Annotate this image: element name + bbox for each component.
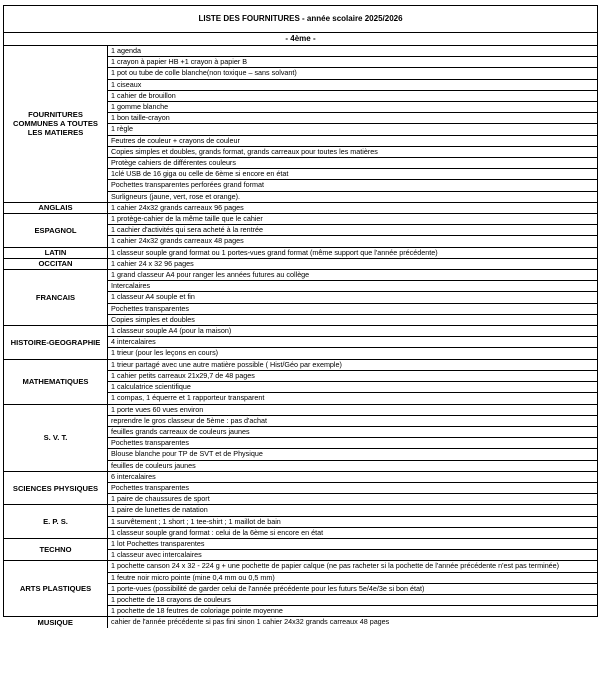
supply-item: 1 porte vues 60 vues environ <box>108 404 598 415</box>
supply-item: 4 intercalaires <box>108 337 598 348</box>
supply-item: 1 pot ou tube de colle blanche(non toxique – sans solvant) <box>108 68 598 79</box>
supply-item: 1 paire de chaussures de sport <box>108 494 598 505</box>
section-row-techno <box>4 538 598 549</box>
section-row-fournitures-communes-a-toutes-les-matieres <box>4 46 598 57</box>
section-row-occitan <box>4 258 598 269</box>
category-label: LATIN <box>4 247 108 258</box>
section-row-mathematiques <box>4 359 598 370</box>
supply-item: 1 crayon à papier HB +1 crayon à papier B <box>108 57 598 68</box>
supply-item: 1 classeur avec intercalaires <box>108 550 598 561</box>
category-label: FOURNITURES COMMUNES A TOUTES LES MATIERES <box>4 46 108 203</box>
category-label: ARTS PLASTIQUES <box>4 561 108 617</box>
supply-item: 1 ciseaux <box>108 79 598 90</box>
supply-item: 1 lot Pochettes transparentes <box>108 538 598 549</box>
section-row-sciences-physiques <box>4 471 598 482</box>
category-label: S. V. T. <box>4 404 108 471</box>
supply-item: 1 compas, 1 équerre et 1 rapporteur transparent <box>108 393 598 404</box>
supply-item: 1 trieur partagé avec une autre matière possible ( Hist/Géo par exemple) <box>108 359 598 370</box>
supply-item: 6 intercalaires <box>108 471 598 482</box>
supply-item: feuilles de couleurs jaunes <box>108 460 598 471</box>
supply-item: 1 classeur A4 souple et fin <box>108 292 598 303</box>
category-label: E. P. S. <box>4 505 108 539</box>
supply-item: feuilles grands carreaux de couleurs jaunes <box>108 426 598 437</box>
supply-item: Pochettes transparentes <box>108 303 598 314</box>
supply-item: 1 porte-vues (possibilité de garder celui de l'année précédente pour les futurs 5e/4e/3e si bon état) <box>108 583 598 594</box>
supply-item: Copies simples et doubles, grands format, grands carreaux pour toutes les matières <box>108 146 598 157</box>
supply-item: 1 pochette canson 24 x 32 - 224 g + une pochette de papier calque (ne pas racheter si la pochette de l'année précédente n'est pas terminée) <box>108 561 598 572</box>
title-row <box>4 6 598 33</box>
level-heading: - 4ème - <box>4 33 598 46</box>
supply-item: 1 cahier 24x32 grands carreaux 48 pages <box>108 236 598 247</box>
supply-item: 1 pochette de 18 crayons de couleurs <box>108 594 598 605</box>
section-row-latin <box>4 247 598 258</box>
supply-item: 1 cahier petits carreaux 21x29,7 de 48 pages <box>108 370 598 381</box>
category-label: ESPAGNOL <box>4 214 108 248</box>
supply-item: Pochettes transparentes perforées grand format <box>108 180 598 191</box>
supply-list-sheet <box>3 5 597 628</box>
supply-item: Blouse blanche pour TP de SVT et de Physique <box>108 449 598 460</box>
supply-item: Intercalaires <box>108 281 598 292</box>
section-row-espagnol <box>4 214 598 225</box>
supply-item: 1 feutre noir micro pointe (mine 0,4 mm ou 0,5 mm) <box>108 572 598 583</box>
section-row-francais <box>4 270 598 281</box>
supply-item: 1 classeur souple grand format ou 1 portes-vues grand format (même support que l'année précédente) <box>108 247 598 258</box>
section-row-s-v-t <box>4 404 598 415</box>
supply-item: 1 bon taille-crayon <box>108 113 598 124</box>
supply-item: cahier de l'année précédente si pas fini sinon 1 cahier 24x32 grands carreaux 48 pages <box>108 617 598 628</box>
supply-item: 1 règle <box>108 124 598 135</box>
category-label: OCCITAN <box>4 258 108 269</box>
category-label: MATHEMATIQUES <box>4 359 108 404</box>
category-label: SCIENCES PHYSIQUES <box>4 471 108 505</box>
supply-item: Pochettes transparentes <box>108 438 598 449</box>
supply-item: 1 survêtement ; 1 short ; 1 tee-shirt ; 1 maillot de bain <box>108 516 598 527</box>
supply-item: 1 grand classeur A4 pour ranger les années futures au collège <box>108 270 598 281</box>
category-label: HISTOIRE-GEOGRAPHIE <box>4 326 108 360</box>
category-label: TECHNO <box>4 538 108 560</box>
supply-item: 1 cahier de brouillon <box>108 90 598 101</box>
supply-item: 1 classeur souple A4 (pour la maison) <box>108 326 598 337</box>
section-row-musique <box>4 617 598 628</box>
supply-table <box>3 5 598 628</box>
supply-item: 1 calculatrice scientifique <box>108 382 598 393</box>
supply-item: 1 classeur souple grand format : celui de la 6ème si encore en état <box>108 527 598 538</box>
supply-item: 1 agenda <box>108 46 598 57</box>
supply-item: reprendre le gros classeur de 5ème : pas d'achat <box>108 415 598 426</box>
supply-item: 1 cahier 24 x 32 96 pages <box>108 258 598 269</box>
category-label: FRANCAIS <box>4 270 108 326</box>
supply-item: 1 cahier 24x32 grands carreaux 96 pages <box>108 202 598 213</box>
section-row-histoire-geographie <box>4 326 598 337</box>
section-row-e-p-s <box>4 505 598 516</box>
section-row-anglais <box>4 202 598 213</box>
supply-item: 1 gomme blanche <box>108 102 598 113</box>
supply-item: 1 pochette de 18 feutres de coloriage pointe moyenne <box>108 606 598 617</box>
supply-item: Feutres de couleur + crayons de couleur <box>108 135 598 146</box>
supply-item: Pochettes transparentes <box>108 482 598 493</box>
supply-item: Protège cahiers de différentes couleurs <box>108 158 598 169</box>
section-row-arts-plastiques <box>4 561 598 572</box>
supply-item: 1 trieur (pour les leçons en cours) <box>108 348 598 359</box>
category-label: ANGLAIS <box>4 202 108 213</box>
level-row <box>4 33 598 46</box>
document-title: LISTE DES FOURNITURES - année scolaire 2025/2026 <box>4 6 598 33</box>
supply-item: 1 paire de lunettes de natation <box>108 505 598 516</box>
supply-item: 1 protège-cahier de la même taille que le cahier <box>108 214 598 225</box>
category-label: MUSIQUE <box>4 617 108 628</box>
supply-item: Surligneurs (jaune, vert, rose et orange). <box>108 191 598 202</box>
supply-item: 1 cachier d'activités qui sera acheté à la rentrée <box>108 225 598 236</box>
supply-item: 1clé USB de 16 giga ou celle de 6ème si encore en état <box>108 169 598 180</box>
supply-item: Copies simples et doubles <box>108 314 598 325</box>
